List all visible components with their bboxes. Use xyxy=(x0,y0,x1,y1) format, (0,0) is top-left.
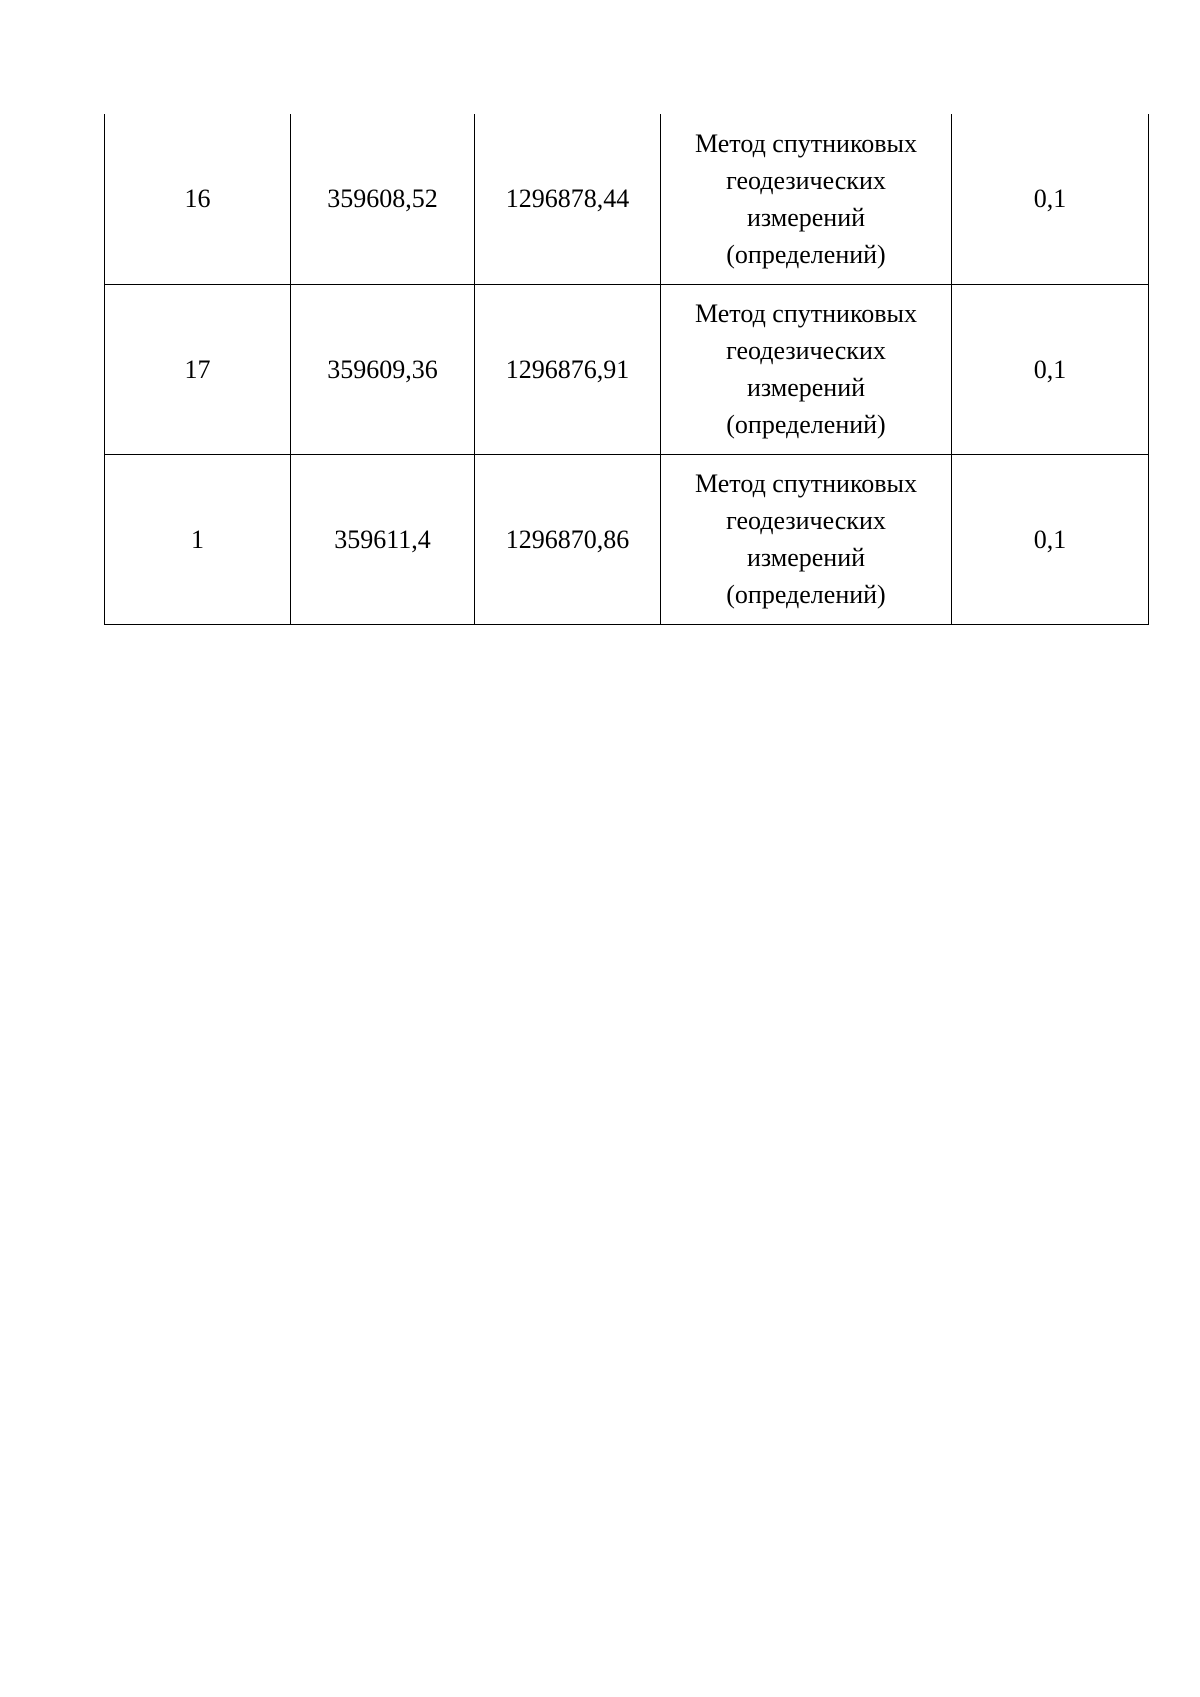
y-coordinate-cell: 1296876,91 xyxy=(475,284,661,454)
table-row xyxy=(105,284,1149,454)
method-line: измерений xyxy=(746,543,866,572)
y-coordinate-cell: 1296878,44 xyxy=(475,114,661,284)
point-number-cell: 16 xyxy=(105,114,291,284)
x-coordinate-cell: 359611,4 xyxy=(291,454,475,624)
method-line: Метод спутниковых xyxy=(694,299,917,328)
point-number-cell: 17 xyxy=(105,284,291,454)
method-line: Метод спутниковых xyxy=(694,128,917,158)
method-line: геодезических xyxy=(726,165,886,195)
y-coordinate-cell: 1296870,86 xyxy=(475,454,661,624)
point-number-cell: 1 xyxy=(105,454,291,624)
method-line: геодезических xyxy=(726,336,886,365)
method-line: измерений xyxy=(746,202,866,232)
coordinates-table xyxy=(104,114,1149,625)
method-line: измерений xyxy=(746,373,866,402)
method-cell xyxy=(661,284,952,454)
x-coordinate-cell: 359608,52 xyxy=(291,114,475,284)
method-cell xyxy=(661,114,952,284)
accuracy-cell: 0,1 xyxy=(952,284,1149,454)
method-line: (определений) xyxy=(726,239,886,269)
method-cell xyxy=(661,454,952,624)
accuracy-cell: 0,1 xyxy=(952,454,1149,624)
x-coordinate-cell: 359609,36 xyxy=(291,284,475,454)
method-line: Метод спутниковых xyxy=(694,469,917,498)
table-row xyxy=(105,114,1149,284)
method-line: (определений) xyxy=(726,410,886,439)
method-line: (определений) xyxy=(726,580,886,609)
table-row xyxy=(105,454,1149,624)
method-line: геодезических xyxy=(726,506,886,535)
accuracy-cell: 0,1 xyxy=(952,114,1149,284)
